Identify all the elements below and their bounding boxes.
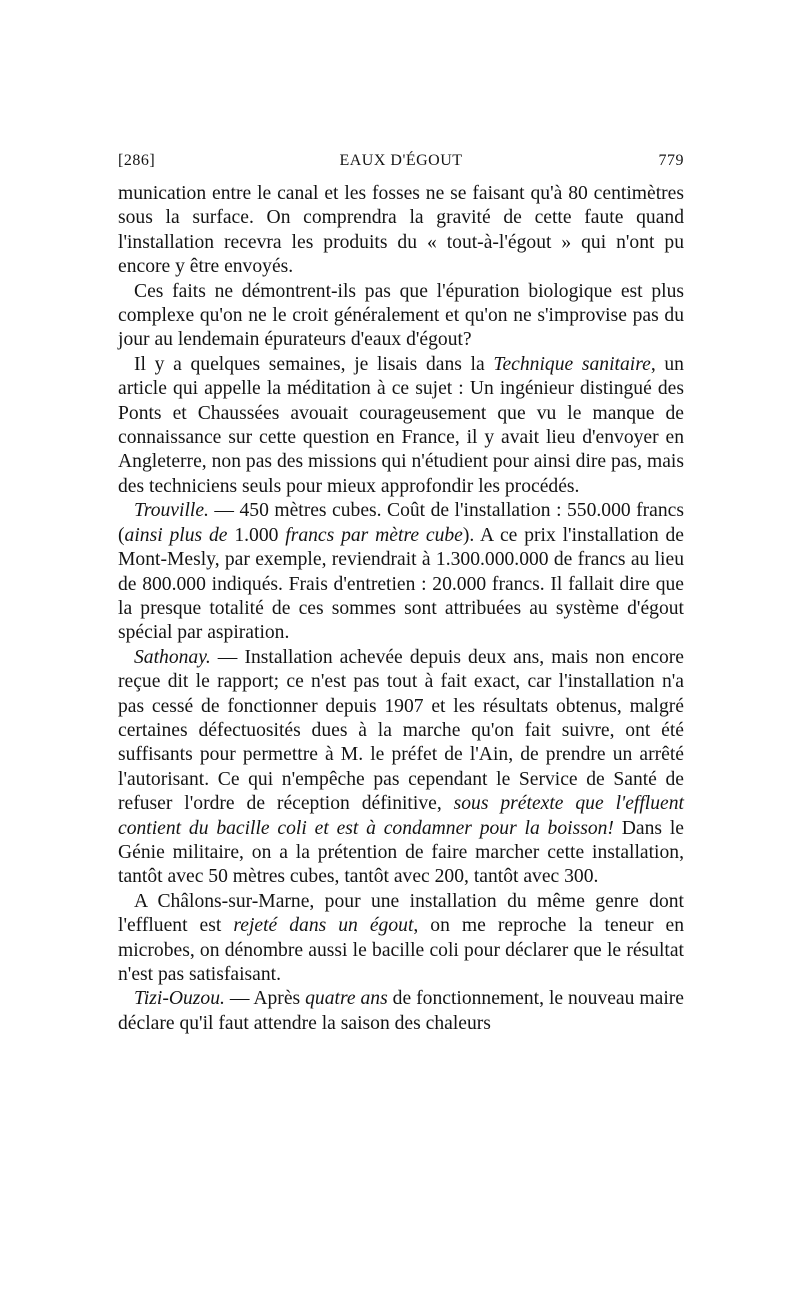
text-segment: de fonctionnement, le nouveau maire déclare qu'il faut attendre la saison des chaleurs <box>118 988 684 1034</box>
text-segment: , on me reproche la teneur en microbes, on dénombre aussi le bacille coli pour déclarer que le résultat n'est pas satisfaisant. <box>118 915 684 985</box>
italic-text-segment: Technique sanitaire <box>493 353 651 375</box>
text-segment: 1.000 <box>227 524 286 546</box>
text-segment: — Après <box>224 988 306 1010</box>
text-segment: munication entre le canal et les fosses ne se faisant qu'à 80 centimètres sous la surface. On comprendra la gravité de cette faute quand l'installation recevra les produits du « tout-à-l'égout » qui n'ont pu encore y être envoyés. <box>118 183 684 278</box>
paragraph <box>118 182 684 280</box>
text-segment: A Châlons-sur-Marne, pour une installation du même genre dont l'effluent est <box>118 890 684 937</box>
running-header <box>118 152 684 176</box>
paragraph <box>118 280 684 353</box>
paragraph <box>118 890 684 988</box>
italic-text-segment: sous prétexte que l'effluent contient du bacille coli et est à condamner pour la boisson! <box>118 793 684 839</box>
text-segment: Dans le Génie militaire, on a la prétention de faire marcher cette installation, tantôt avec 50 mètres cubes, tantôt avec 200, tantôt avec 300. <box>118 817 684 888</box>
italic-text-segment: francs par mètre cube <box>285 524 463 546</box>
text-segment: — 450 mètres cubes. Coût de l'installation : 550.000 francs ( <box>118 500 684 546</box>
page-number: 779 <box>658 152 684 169</box>
paragraph <box>118 987 684 1036</box>
paragraph <box>118 353 684 499</box>
text-segment: Il y a quelques semaines, je lisais dans la <box>134 353 494 375</box>
paragraph <box>118 499 684 645</box>
section-number: [286] <box>118 152 156 169</box>
running-title: EAUX D'ÉGOUT <box>339 152 463 169</box>
text-segment: Ces faits ne démontrent-ils pas que l'épuration biologique est plus complexe qu'on ne le croit généralement et qu'on ne s'improvise pas du jour au lendemain épurateurs d'eaux d'égout? <box>118 280 684 351</box>
text-segment: — Installation achevée depuis deux ans, mais non encore reçue dit le rapport; ce n'est pas tout à fait exact, car l'installation n'a pas cessé de fonctionner depuis 1907 et les résultats obtenus, malgré certaines défectuosités dues à la marche qu'on fait suivre, ont été suffisants pour permettre à M. le préfet de l'Ain, de prendre un arrêté l'autorisant. Ce qui n'empêche pas cependant le Service de Santé de refuser l'ordre de réception définitive, <box>118 646 684 815</box>
text-segment: , un article qui appelle la méditation à ce sujet : Un ingénieur distingué des Ponts et Chaussées avouait courageusement que vu le manque de connaissance sur cette question en France, il y avait lieu d'envoyer en Angleterre, non pas des missions qui n'étudient pour ainsi dire pas, mais des techniciens seuls pour mieux approfondir les procédés. <box>118 353 684 497</box>
body-text <box>118 182 684 1036</box>
paragraph <box>118 646 684 890</box>
text-segment: ). A ce prix l'installation de Mont-Mesly, par exemple, reviendrait à 1.300.000.000 de francs au lieu de 800.000 indiqués. Frais d'entretien : 20.000 francs. Il fallait dire que la presque totalité de ces sommes sont attribuées au système d'égout spécial par aspiration. <box>118 524 684 644</box>
italic-text-segment: Sathonay. <box>134 646 211 668</box>
italic-text-segment: rejeté dans un égout <box>233 915 414 937</box>
italic-text-segment: Tizi-Ouzou. <box>134 988 225 1010</box>
italic-text-segment: Trouville. <box>134 500 209 522</box>
italic-text-segment: ainsi plus de <box>124 524 228 546</box>
italic-text-segment: quatre ans <box>305 988 388 1010</box>
